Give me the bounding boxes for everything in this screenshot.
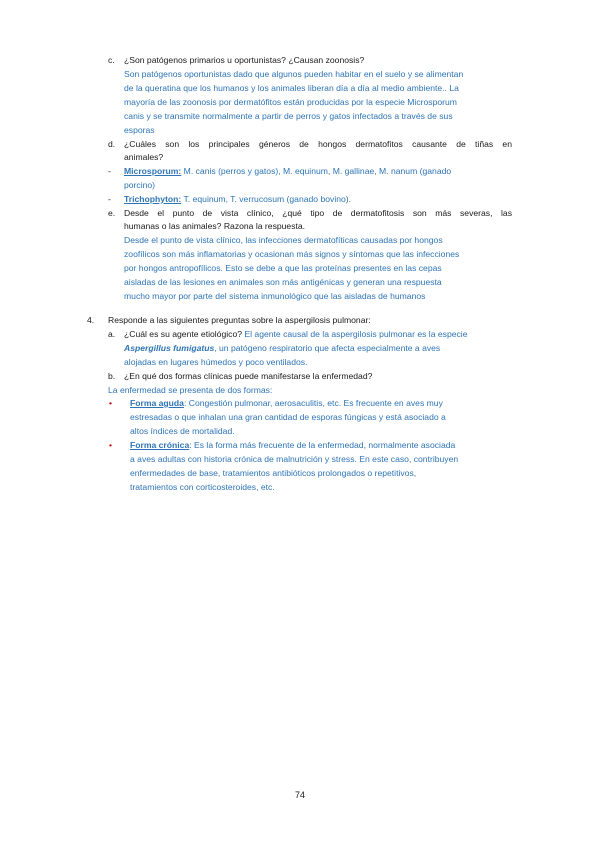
form-name: Forma aguda (130, 398, 184, 408)
bullet-icon: • (109, 440, 113, 450)
answer-c-line: mayoría de las zoonosis por dermatófitos están producidas por la especie Microsporum (124, 97, 457, 107)
answer-4a-line: alojadas en lugares húmedos y poco ventilados. (124, 357, 308, 367)
list-dash: - (108, 166, 111, 176)
genus-item-trichophyton (124, 193, 351, 206)
question-e-text: humanas o las animales? Razona la respuesta. (124, 221, 306, 231)
genus-species: T. equinum, T. verrucosum (ganado bovino). (181, 194, 352, 204)
question-4a-line (124, 328, 468, 341)
form-description-cont: estresadas o que inhalan una gran cantidad de esporas fúngicas y está asociado a (130, 412, 446, 422)
form-description: : Es la forma más frecuente de la enfermedad, normalmente asociada (189, 440, 456, 450)
list-dash: - (108, 194, 111, 204)
answer-4b-intro: La enfermedad se presenta de dos formas: (108, 385, 273, 395)
answer-4a-line (124, 342, 440, 355)
genus-name: Microsporum: (124, 166, 182, 176)
answer-c-line: de la queratina que los humanos y los animales liberan día a día al medio ambiente.. La (124, 83, 459, 93)
question-c-marker: c. (108, 55, 115, 65)
genus-species: M. canis (perros y gatos), M. equinum, M. gallinae, M. nanum (ganado (181, 166, 452, 176)
genus-species-cont: porcino) (124, 180, 156, 190)
answer-c-line: esporas (124, 125, 155, 135)
answer-4a-text: , un patógeno respiratorio que afecta especialmente a aves (214, 343, 441, 353)
answer-4a-text: El agente causal de la aspergilosis pulmonar es la especie (242, 329, 468, 339)
question-d-text: ¿Cuáles son los principales géneros de hongos dermatofitos causante de tiñas en (124, 139, 512, 149)
form-description-cont: enfermedades de base, tratamientos antibióticos prolongados o repetitivos, (130, 468, 417, 478)
question-4b-text: ¿En qué dos formas clínicas puede manifestarse la enfermedad? (124, 371, 373, 381)
form-description: : Congestión pulmonar, aerosaculitis, etc. Es frecuente en aves muy (183, 398, 443, 408)
answer-e-line: mucho mayor por parte del sistema inmunológico que las aisladas de humanos (124, 291, 426, 301)
species-name: Aspergillus fumigatus (124, 343, 215, 353)
genus-name: Trichophyton: (124, 194, 182, 204)
bullet-icon: • (109, 398, 113, 408)
form-cronica-line (130, 439, 455, 452)
form-description-cont: altos índices de mortalidad. (130, 426, 235, 436)
answer-e-line: aisladas de las lesiones en animales son más antigénicas y generan una respuesta (124, 277, 442, 287)
answer-e-line: zoofílicos son más inflamatorias y ocasionan más signos y síntomas que las infecciones (124, 249, 460, 259)
question-e-text: Desde el punto de vista clínico, ¿qué tipo de dermatofitosis son más severas, las (124, 208, 512, 218)
form-aguda-line (130, 397, 443, 410)
genus-item-microsporum (124, 165, 451, 178)
question-d-marker: d. (108, 139, 116, 149)
question-4-title: Responde a las siguientes preguntas sobre la aspergilosis pulmonar: (108, 315, 371, 325)
answer-c-line: canis y se transmite normalmente a partir de perros y gatos infectados a través de sus (124, 111, 453, 121)
form-description-cont: a aves adultas con historia crónica de malnutrición y stress. En este caso, contribuyen (130, 454, 459, 464)
question-e-marker: e. (108, 208, 116, 218)
question-d-text: animales? (124, 152, 164, 162)
page-number: 74 (294, 790, 305, 800)
form-description-cont: tratamientos con corticosteroides, etc. (130, 482, 275, 492)
question-4a-marker: a. (108, 329, 116, 339)
question-c-text: ¿Son patógenos primarios u oportunistas? ¿Causan zoonosis? (124, 55, 365, 65)
question-4a-text: ¿Cuál es su agente etiológico? (124, 329, 243, 339)
form-name: Forma crónica (130, 440, 190, 450)
answer-e-line: por hongos antropofílicos. Esto se debe a que las proteínas presentes en las cepas (124, 263, 442, 273)
question-4b-marker: b. (108, 371, 116, 381)
answer-e-line: Desde el punto de vista clínico, las infecciones dermatofíticas causadas por hongos (124, 235, 443, 245)
question-4-number: 4. (87, 315, 95, 325)
answer-c-line: Son patógenos oportunistas dado que algunos pueden habitar en el suelo y se alimentan (124, 69, 464, 79)
